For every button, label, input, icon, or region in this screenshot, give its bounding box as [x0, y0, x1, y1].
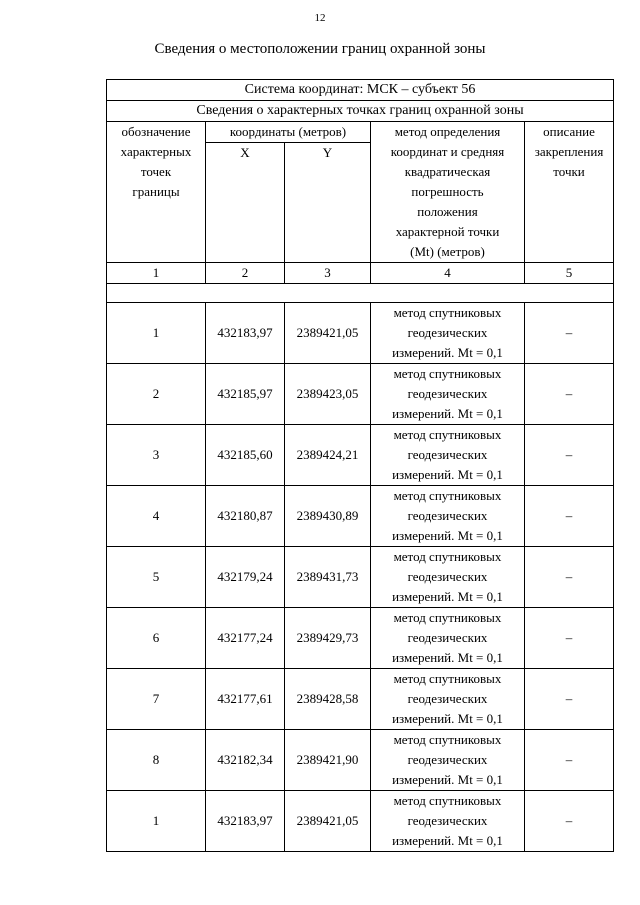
method-description: метод спутниковых геодезических измерений. Mt = 0,1 [371, 608, 525, 669]
coordinate-x: 432183,97 [206, 791, 285, 852]
point-fixing-description: – [525, 547, 614, 608]
coordinate-system-row: Система координат: МСК – субъект 56 [107, 80, 614, 101]
coordinate-y: 2389421,90 [285, 730, 371, 791]
method-description: метод спутниковых геодезических измерений. Mt = 0,1 [371, 303, 525, 364]
document-title: Сведения о местоположении границ охранной зоны [154, 41, 486, 57]
point-designation: 2 [107, 364, 206, 425]
point-fixing-description: – [525, 730, 614, 791]
point-fixing-description: – [525, 791, 614, 852]
table-row [107, 547, 614, 608]
coordinate-y: 2389424,21 [285, 425, 371, 486]
header-description: описание закрепления точки [525, 122, 614, 263]
section-title-row: Сведения о характерных точках границ охранной зоны [107, 101, 614, 122]
table-row [107, 364, 614, 425]
coordinate-x: 432182,34 [206, 730, 285, 791]
method-description: метод спутниковых геодезических измерений. Mt = 0,1 [371, 547, 525, 608]
coordinate-x: 432177,61 [206, 669, 285, 730]
point-fixing-description: – [525, 608, 614, 669]
method-description: метод спутниковых геодезических измерений. Mt = 0,1 [371, 730, 525, 791]
column-number: 5 [525, 263, 614, 284]
point-designation: 5 [107, 547, 206, 608]
point-designation: 4 [107, 486, 206, 547]
table-row [107, 669, 614, 730]
table-row [107, 791, 614, 852]
table-row [107, 730, 614, 791]
coordinate-y: 2389429,73 [285, 608, 371, 669]
header-designation: обозначение характерных точек границы [107, 122, 206, 263]
table-row [107, 425, 614, 486]
point-designation: 1 [107, 791, 206, 852]
point-fixing-description: – [525, 425, 614, 486]
point-designation: 1 [107, 303, 206, 364]
coordinate-x: 432183,97 [206, 303, 285, 364]
header-coordinates: координаты (метров) [206, 122, 371, 143]
point-designation: 8 [107, 730, 206, 791]
column-number: 4 [371, 263, 525, 284]
blank-separator-row [107, 284, 614, 303]
coordinate-y: 2389421,05 [285, 303, 371, 364]
coordinate-y: 2389421,05 [285, 791, 371, 852]
point-fixing-description: – [525, 669, 614, 730]
column-number: 1 [107, 263, 206, 284]
coordinate-x: 432179,24 [206, 547, 285, 608]
point-fixing-description: – [525, 364, 614, 425]
method-description: метод спутниковых геодезических измерений. Mt = 0,1 [371, 364, 525, 425]
point-designation: 6 [107, 608, 206, 669]
table-row [107, 303, 614, 364]
coordinate-y: 2389431,73 [285, 547, 371, 608]
method-description: метод спутниковых геодезических измерений. Mt = 0,1 [371, 791, 525, 852]
coordinate-y: 2389430,89 [285, 486, 371, 547]
point-fixing-description: – [525, 303, 614, 364]
coordinate-x: 432177,24 [206, 608, 285, 669]
point-designation: 3 [107, 425, 206, 486]
column-number: 3 [285, 263, 371, 284]
coordinate-x: 432180,87 [206, 486, 285, 547]
header-method: метод определения координат и средняя квадратическая погрешность положения характерной точки (Mt) (метров) [371, 122, 525, 263]
point-fixing-description: – [525, 486, 614, 547]
table-row [107, 486, 614, 547]
coordinate-y: 2389428,58 [285, 669, 371, 730]
page-number: 12 [314, 12, 326, 24]
method-description: метод спутниковых геодезических измерений. Mt = 0,1 [371, 425, 525, 486]
method-description: метод спутниковых геодезических измерений. Mt = 0,1 [371, 669, 525, 730]
column-number: 2 [206, 263, 285, 284]
coordinate-x: 432185,60 [206, 425, 285, 486]
header-x: X [206, 143, 285, 263]
table-row [107, 608, 614, 669]
header-y: Y [285, 143, 371, 263]
boundary-points-table [106, 79, 614, 852]
method-description: метод спутниковых геодезических измерений. Mt = 0,1 [371, 486, 525, 547]
coordinate-x: 432185,97 [206, 364, 285, 425]
coordinate-y: 2389423,05 [285, 364, 371, 425]
point-designation: 7 [107, 669, 206, 730]
